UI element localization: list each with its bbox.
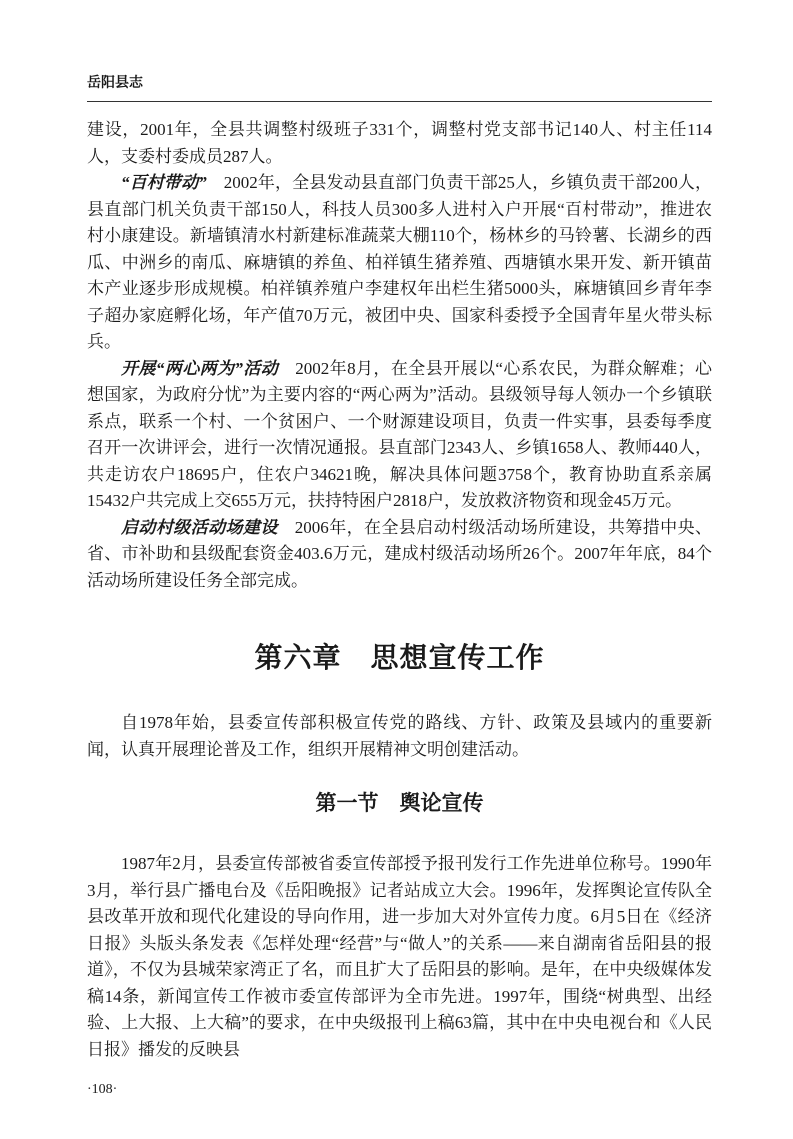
- run-in-heading: 开展“两心两为”活动: [121, 358, 279, 378]
- paragraph-text: 2002年，全县发动县直部门负责干部25人，乡镇负责干部200人，县直部门机关负责干部150人，科技人员300多人进村入户开展“百村带动”，推进农村小康建设。新墙镇清水村新建标准蔬菜大棚110个，杨林乡的马铃薯、长湖乡的西瓜、中洲乡的南瓜、麻塘镇的养鱼、柏祥镇生猪养殖、西塘镇水果开发、新开镇苗木产业逐步形成规模。柏祥镇养殖户李建权年出栏生猪5000头，麻塘镇回乡青年李子超办家庭孵化场，年产值70万元，被团中央、国家科委授予全国青年星火带头标兵。: [87, 173, 713, 351]
- chapter-title: 第六章 思想宣传工作: [254, 641, 545, 674]
- page-number: ·108·: [87, 1082, 118, 1097]
- paragraph: [87, 170, 712, 356]
- paragraph: [87, 515, 712, 595]
- paragraph: [87, 117, 712, 170]
- section-title: 第一节 舆论宣传: [315, 791, 484, 815]
- running-header: 岳阳县志: [87, 75, 143, 91]
- paragraph-text: 建设，2001年，全县共调整村级班子331个，调整村党支部书记140人、村主任114人，支委村委成员287人。: [87, 120, 712, 166]
- paragraph: 1987年2月，县委宣传部被省委宣传部授予报刊发行工作先进单位称号。1990年3月，举行县广播电台及《岳阳晚报》记者站成立大会。1996年，发挥舆论宣传队全县改革开放和现代化建设的导向作用，进一步加大对外宣传力度。6月5日在《经济日报》头版头条发表《怎样处理“经营”与“做人”的关系——来自湖南省岳阳县的报道》，不仅为县城荣家湾正了名，而且扩大了岳阳县的影响。是年，在中央级媒体发稿14条，新闻宣传工作被市委宣传部评为全市先进。1997年，围绕“树典型、出经验、上大报、上大稿”的要求，在中央级报刊上稿63篇，其中在中央电视台和《人民日报》播发的反映县: [87, 854, 712, 1059]
- paragraph-text: 2002年8月，在全县开展以“心系农民，为群众解难；心想国家，为政府分忧”为主要内容的“两心两为”活动。县级领导每人领办一个乡镇联系点，联系一个村、一个贫困户、一个财源建设项目，负责一件实事，县委每季度召开一次讲评会，进行一次情况通报。县直部门2343人、乡镇1658人、教师440人，共走访农户18695户，住农户34621晚，解决具体问题3758个，教育协助直系亲属15432户共完成上交655万元，扶持特困户2818户，发放救济物资和现金45万元。: [87, 358, 713, 510]
- paragraph-text: 2006年，在全县启动村级活动场所建设，共筹措中央、省、市补助和县级配套资金403.6万元，建成村级活动场所26个。2007年年底，84个活动场所建设任务全部完成。: [87, 517, 713, 590]
- section-body: [87, 851, 712, 1063]
- run-in-heading: 启动村级活动场建设: [121, 517, 278, 537]
- paragraph: [87, 356, 712, 515]
- paragraph: 自1978年始，县委宣传部积极宣传党的路线、方针、政策及县域内的重要新闻，认真开展理论普及工作，组织开展精神文明创建活动。: [87, 713, 712, 759]
- body-text-top: [87, 117, 712, 594]
- header-rule: [87, 101, 712, 102]
- run-in-heading: “百村带动”: [121, 173, 207, 192]
- chapter-intro: [87, 710, 712, 763]
